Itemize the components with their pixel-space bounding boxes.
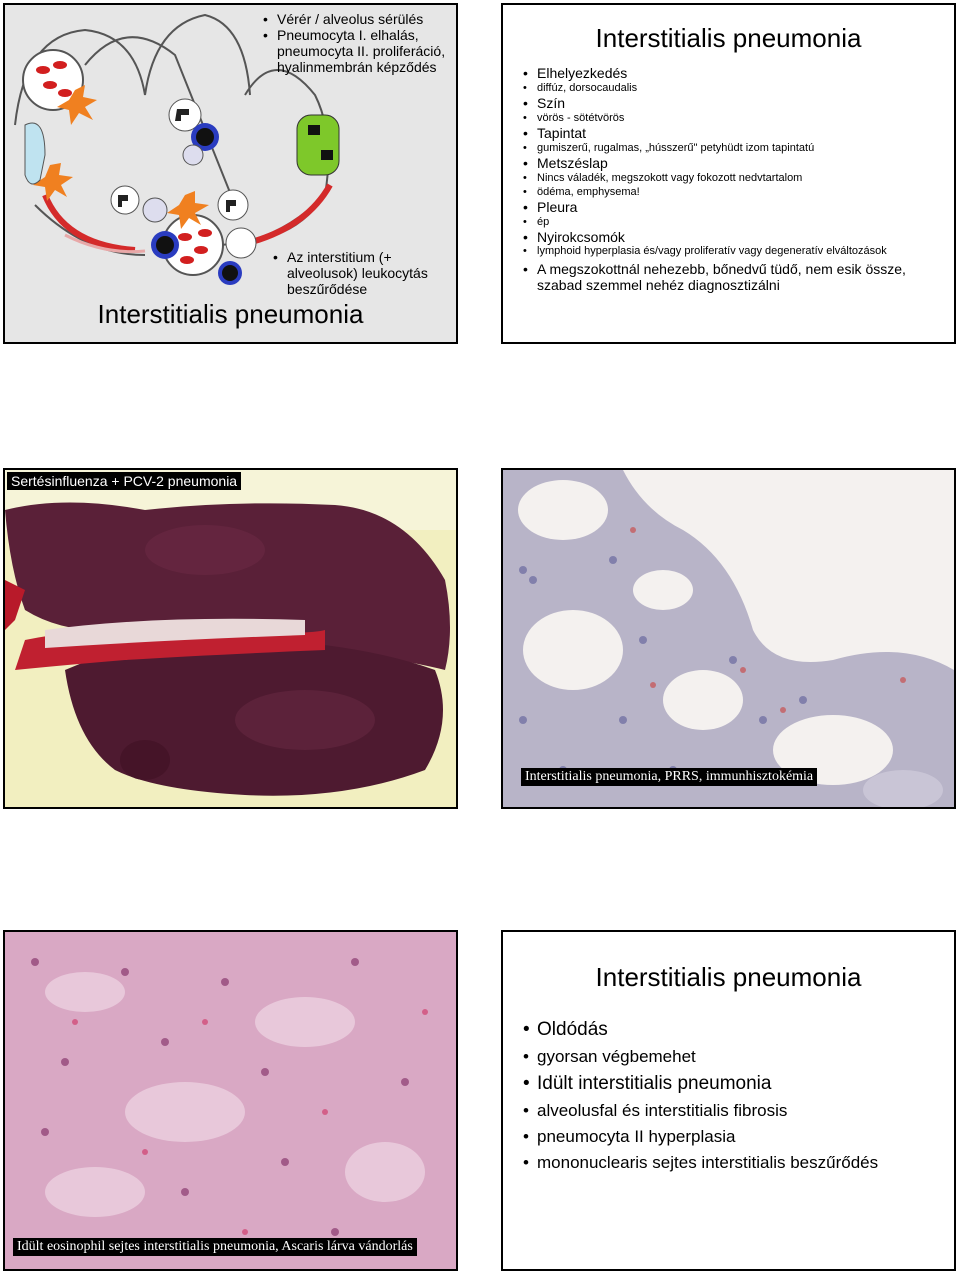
bullet-item: • Pleura <box>517 199 947 215</box>
sub-item: • ödéma, emphysema! <box>517 185 947 199</box>
bullet-list <box>517 1016 947 1176</box>
bullet-item: • Oldódás <box>517 1016 947 1044</box>
note-item: • Vérér / alveolus sérülés <box>257 11 457 27</box>
sub-item: • Nincs váladék, megszokott vagy fokozott nedvtartalom <box>517 171 947 185</box>
bullet-item: • A megszokottnál nehezebb, bőnedvű tüdő, nem esik össze, szabad szemmel nehéz diagnosztizálni <box>517 261 947 293</box>
bullet-item: • Metszéslap <box>517 155 947 171</box>
sub-item: • alveolusfal és interstitialis fibrosis <box>517 1098 947 1124</box>
bullet-item: • Tapintat <box>517 125 947 141</box>
bullet-item: • Elhelyezkedés <box>517 65 947 81</box>
histology-photo <box>5 932 456 1269</box>
photo-caption: Interstitialis pneumonia, PRRS, immunhisztokémia <box>521 768 817 786</box>
slide-lung-photo <box>3 468 458 809</box>
slide-histology-prrs <box>501 468 956 809</box>
lung-photo <box>5 470 456 807</box>
sub-item: • lymphoid hyperplasia és/vagy proliferatív vagy degeneratív elváltozások <box>517 245 947 257</box>
histology-photo <box>503 470 954 807</box>
notes-top <box>257 11 457 75</box>
sub-item: • mononuclearis sejtes interstitialis beszűrődés <box>517 1150 947 1176</box>
sub-item: • ép <box>517 215 947 229</box>
note-item: • Az interstitium (+ alveolusok) leukocytás beszűrődése <box>267 249 457 297</box>
slide-histology-eosinophil <box>3 930 458 1271</box>
slide-diagram <box>3 3 458 344</box>
bullet-item: • Idült interstitialis pneumonia <box>517 1070 947 1098</box>
photo-caption: Idült eosinophil sejtes interstitialis pneumonia, Ascaris lárva vándorlás <box>13 1238 417 1256</box>
note-item: • Pneumocyta I. elhalás, pneumocyta II. proliferáció, hyalinmembrán képződés <box>257 27 457 75</box>
bullet-item: • Szín <box>517 95 947 111</box>
sub-item: • vörös - sötétvörös <box>517 111 947 125</box>
sub-item: • gumiszerű, rugalmas, „hússzerű" petyhüdt izom tapintatú <box>517 141 947 155</box>
sub-item: • gyorsan végbemehet <box>517 1044 947 1070</box>
bullet-item: • Nyirokcsomók <box>517 229 947 245</box>
slide-macroscopic <box>501 3 956 344</box>
slide-title: Interstitialis pneumonia <box>97 299 364 329</box>
photo-caption: Sertésinfluenza + PCV-2 pneumonia <box>7 472 241 490</box>
bullet-list <box>517 65 947 293</box>
notes-bottom <box>267 249 457 297</box>
slide-title: Interstitialis pneumonia <box>595 962 862 992</box>
slide-title: Interstitialis pneumonia <box>595 23 862 53</box>
sub-item: • diffúz, dorsocaudalis <box>517 81 947 95</box>
sub-item: • pneumocyta II hyperplasia <box>517 1124 947 1150</box>
slide-resolution <box>501 930 956 1271</box>
